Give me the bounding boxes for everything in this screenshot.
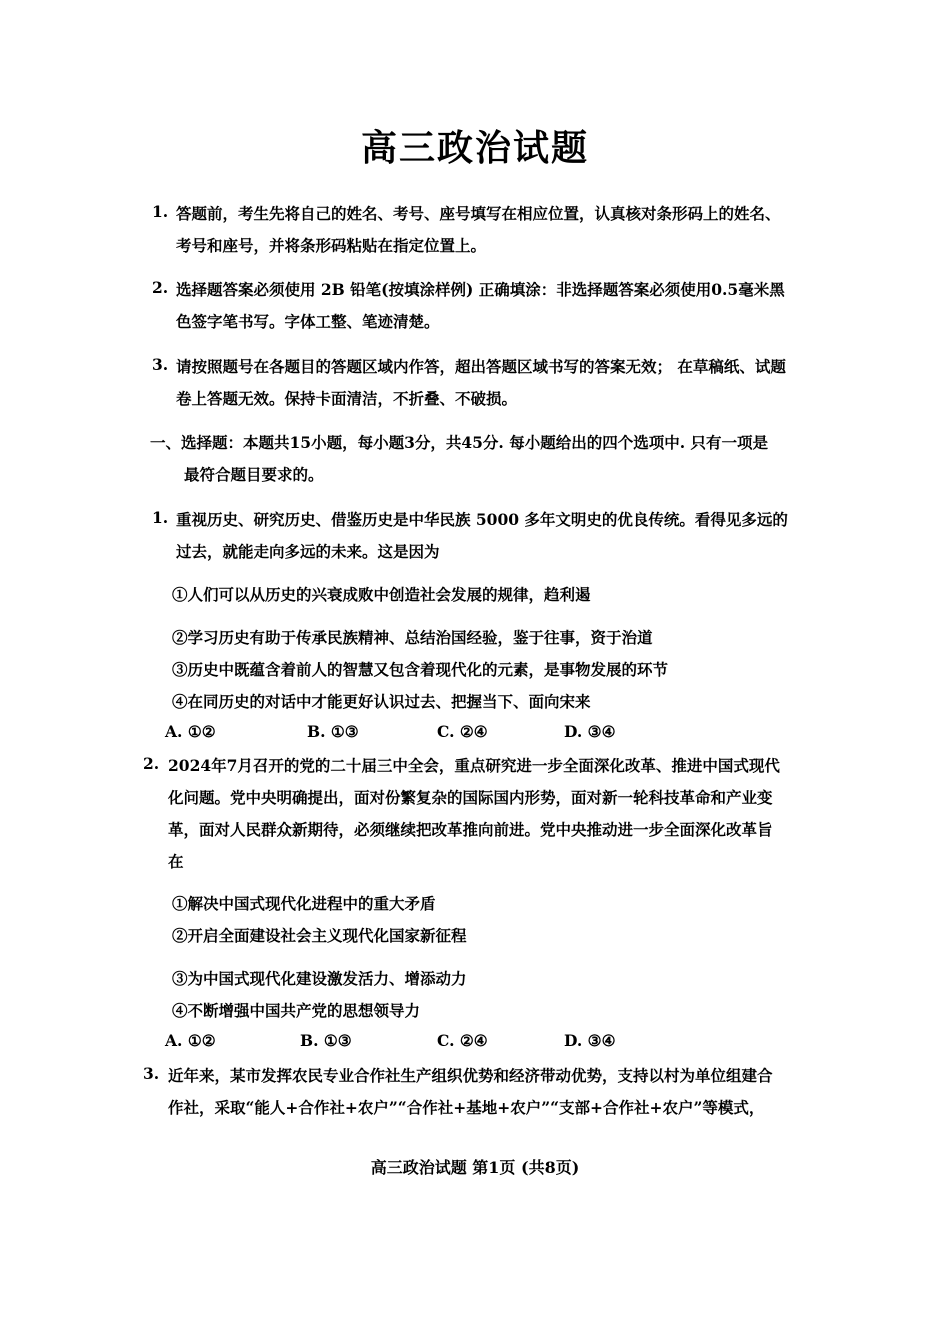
q3-stem-line-2: 作社，采取“能人+合作社+农户”“合作社+基地+农户”“支部+合作社+农户”等模式，	[168, 1098, 765, 1117]
q2-choice-a: A. ①②	[165, 1031, 216, 1050]
q3-stem-line-1: 近年来，某市发挥农民专业合作社生产组织优势和经济带动优势，支持以村为单位组建合	[168, 1066, 773, 1085]
q1-item-4: ④在同历史的对话中才能更好认识过去、把握当下、面向宋来	[172, 692, 591, 711]
q1-number: 1.	[152, 508, 169, 527]
note-2-number: 2.	[152, 278, 169, 297]
q1-item-2: ②学习历史有助于传承民族精神、总结治国经验，鉴于往事，资于治道	[172, 628, 653, 647]
q2-choice-d: D. ③④	[564, 1031, 616, 1050]
note-2-line-2: 色签字笔书写。字体工整、笔迹清楚。	[176, 312, 440, 331]
q2-item-3: ③为中国式现代化建设激发活力、增添动力	[172, 969, 467, 988]
q1-choice-a: A. ①②	[165, 722, 216, 741]
note-3-line-2: 卷上答题无效。保持卡面清洁，不折叠、不破损。	[176, 389, 518, 408]
section-heading-line-2: 最符合题目要求的。	[184, 465, 324, 484]
q2-stem-line-2: 化问题。党中央明确提出，面对份繁复杂的国际国内形势，面对新一轮科技革命和产业变	[168, 788, 773, 807]
q1-stem-line-1: 重视历史、研究历史、借鉴历史是中华民族 5000 多年文明史的优良传统。看得见多远的	[176, 510, 788, 529]
q1-choice-d: D. ③④	[564, 722, 616, 741]
note-1-line-2: 考号和座号，并将条形码粘贴在指定位置上。	[176, 236, 487, 255]
section-heading-line-1: 一、选择题：本题共15小题，每小题3分，共45分. 每小题给出的四个选项中. 只有一项是	[150, 433, 769, 452]
note-3-number: 3.	[152, 355, 169, 374]
note-2-line-1: 选择题答案必须使用 2B 铅笔(按填涂样例) 正确填涂：非选择题答案必须使用0.5毫米黑	[176, 280, 785, 299]
q1-choice-b: B. ①③	[307, 722, 359, 741]
q2-item-2: ②开启全面建设社会主义现代化国家新征程	[172, 926, 467, 945]
q2-choice-c: C. ②④	[437, 1031, 488, 1050]
q2-stem-line-4: 在	[168, 852, 184, 871]
q2-stem-line-1: 2024年7月召开的党的二十届三中全会，重点研究进一步全面深化改革、推进中国式现代	[168, 756, 780, 775]
page-title: 高三政治试题	[360, 127, 589, 169]
note-1-line-1: 答题前，考生先将自己的姓名、考号、座号填写在相应位置，认真核对条形码上的姓名、	[176, 204, 781, 223]
q2-number: 2.	[143, 754, 160, 773]
q2-item-4: ④不断增强中国共产党的思想领导力	[172, 1001, 421, 1020]
note-1-number: 1.	[152, 202, 169, 221]
q1-choice-c: C. ②④	[437, 722, 488, 741]
q2-item-1: ①解决中国式现代化进程中的重大矛盾	[172, 894, 436, 913]
q1-item-1: ①人们可以从历史的兴衰成败中创造社会发展的规律，趋利遏	[172, 585, 591, 604]
q3-number: 3.	[143, 1064, 160, 1083]
page-footer: 高三政治试题 第1页 (共8页)	[370, 1158, 580, 1177]
note-3-line-1: 请按照题号在各题目的答题区域内作答，超出答题区域书写的答案无效； 在草稿纸、试题	[176, 357, 786, 376]
q1-item-3: ③历史中既蕴含着前人的智慧又包含着现代化的元素，是事物发展的环节	[172, 660, 669, 679]
q2-stem-line-3: 革，面对人民群众新期待，必须继续把改革推向前进。党中央推动进一步全面深化改革旨	[168, 820, 773, 839]
q1-stem-line-2: 过去，就能走向多远的未来。这是因为	[176, 542, 440, 561]
q2-choice-b: B. ①③	[300, 1031, 352, 1050]
